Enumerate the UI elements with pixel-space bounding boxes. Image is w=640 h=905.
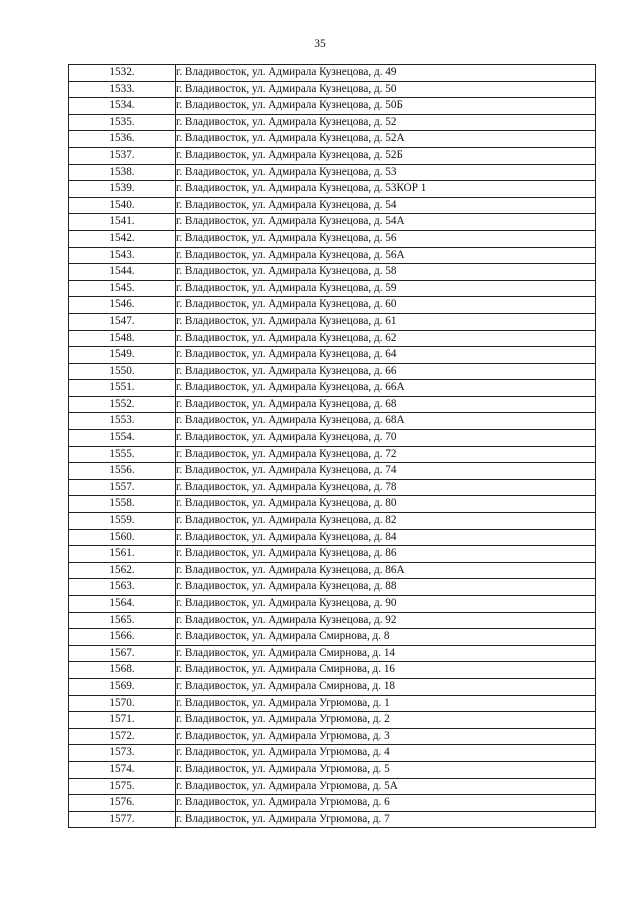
address-cell: г. Владивосток, ул. Адмирала Кузнецова, д. 58 bbox=[176, 264, 596, 281]
address-cell: г. Владивосток, ул. Адмирала Кузнецова, д. 70 bbox=[176, 430, 596, 447]
row-number-cell: 1575. bbox=[69, 778, 176, 795]
table-row bbox=[69, 297, 596, 314]
address-cell: г. Владивосток, ул. Адмирала Кузнецова, д. 78 bbox=[176, 479, 596, 496]
row-number-cell: 1540. bbox=[69, 197, 176, 214]
address-cell: г. Владивосток, ул. Адмирала Кузнецова, д. 60 bbox=[176, 297, 596, 314]
address-cell: г. Владивосток, ул. Адмирала Кузнецова, д. 88 bbox=[176, 579, 596, 596]
address-cell: г. Владивосток, ул. Адмирала Смирнова, д. 18 bbox=[176, 678, 596, 695]
table-row bbox=[69, 396, 596, 413]
table-row bbox=[69, 678, 596, 695]
table-row bbox=[69, 745, 596, 762]
row-number-cell: 1542. bbox=[69, 230, 176, 247]
row-number-cell: 1562. bbox=[69, 562, 176, 579]
address-cell: г. Владивосток, ул. Адмирала Кузнецова, д. 61 bbox=[176, 313, 596, 330]
address-cell: г. Владивосток, ул. Адмирала Угрюмова, д. 7 bbox=[176, 811, 596, 828]
address-cell: г. Владивосток, ул. Адмирала Кузнецова, д. 53 bbox=[176, 164, 596, 181]
row-number-cell: 1532. bbox=[69, 65, 176, 82]
row-number-cell: 1560. bbox=[69, 529, 176, 546]
address-cell: г. Владивосток, ул. Адмирала Кузнецова, д. 62 bbox=[176, 330, 596, 347]
table-row bbox=[69, 380, 596, 397]
row-number-cell: 1543. bbox=[69, 247, 176, 264]
address-cell: г. Владивосток, ул. Адмирала Кузнецова, д. 52А bbox=[176, 131, 596, 148]
address-cell: г. Владивосток, ул. Адмирала Кузнецова, д. 53КОР 1 bbox=[176, 181, 596, 198]
row-number-cell: 1545. bbox=[69, 280, 176, 297]
row-number-cell: 1564. bbox=[69, 596, 176, 613]
table-row bbox=[69, 264, 596, 281]
row-number-cell: 1573. bbox=[69, 745, 176, 762]
row-number-cell: 1535. bbox=[69, 114, 176, 131]
row-number-cell: 1572. bbox=[69, 728, 176, 745]
table-row bbox=[69, 181, 596, 198]
row-number-cell: 1561. bbox=[69, 546, 176, 563]
address-cell: г. Владивосток, ул. Адмирала Кузнецова, д. 68А bbox=[176, 413, 596, 430]
table-row bbox=[69, 413, 596, 430]
table-row bbox=[69, 131, 596, 148]
table-row bbox=[69, 330, 596, 347]
table-row bbox=[69, 562, 596, 579]
table-row bbox=[69, 645, 596, 662]
row-number-cell: 1548. bbox=[69, 330, 176, 347]
address-cell: г. Владивосток, ул. Адмирала Кузнецова, д. 52 bbox=[176, 114, 596, 131]
address-cell: г. Владивосток, ул. Адмирала Угрюмова, д. 5 bbox=[176, 761, 596, 778]
address-cell: г. Владивосток, ул. Адмирала Кузнецова, д. 66 bbox=[176, 363, 596, 380]
table-row bbox=[69, 513, 596, 530]
table-row bbox=[69, 761, 596, 778]
row-number-cell: 1552. bbox=[69, 396, 176, 413]
row-number-cell: 1544. bbox=[69, 264, 176, 281]
row-number-cell: 1576. bbox=[69, 795, 176, 812]
table-row bbox=[69, 247, 596, 264]
address-cell: г. Владивосток, ул. Адмирала Смирнова, д. 14 bbox=[176, 645, 596, 662]
address-cell: г. Владивосток, ул. Адмирала Кузнецова, д. 80 bbox=[176, 496, 596, 513]
address-table-body bbox=[69, 65, 596, 828]
address-cell: г. Владивосток, ул. Адмирала Кузнецова, д. 74 bbox=[176, 463, 596, 480]
table-row bbox=[69, 463, 596, 480]
row-number-cell: 1547. bbox=[69, 313, 176, 330]
row-number-cell: 1567. bbox=[69, 645, 176, 662]
address-cell: г. Владивосток, ул. Адмирала Угрюмова, д. 6 bbox=[176, 795, 596, 812]
address-cell: г. Владивосток, ул. Адмирала Кузнецова, д. 86 bbox=[176, 546, 596, 563]
table-row bbox=[69, 778, 596, 795]
row-number-cell: 1546. bbox=[69, 297, 176, 314]
row-number-cell: 1550. bbox=[69, 363, 176, 380]
address-cell: г. Владивосток, ул. Адмирала Угрюмова, д. 4 bbox=[176, 745, 596, 762]
table-row bbox=[69, 695, 596, 712]
row-number-cell: 1553. bbox=[69, 413, 176, 430]
address-cell: г. Владивосток, ул. Адмирала Кузнецова, д. 50Б bbox=[176, 98, 596, 115]
address-cell: г. Владивосток, ул. Адмирала Кузнецова, д. 56 bbox=[176, 230, 596, 247]
address-cell: г. Владивосток, ул. Адмирала Кузнецова, д. 66А bbox=[176, 380, 596, 397]
table-row bbox=[69, 197, 596, 214]
address-cell: г. Владивосток, ул. Адмирала Кузнецова, д. 68 bbox=[176, 396, 596, 413]
row-number-cell: 1577. bbox=[69, 811, 176, 828]
row-number-cell: 1537. bbox=[69, 147, 176, 164]
page-number: 35 bbox=[314, 38, 326, 50]
table-row bbox=[69, 313, 596, 330]
address-cell: г. Владивосток, ул. Адмирала Кузнецова, д. 56А bbox=[176, 247, 596, 264]
row-number-cell: 1574. bbox=[69, 761, 176, 778]
table-row bbox=[69, 280, 596, 297]
address-cell: г. Владивосток, ул. Адмирала Угрюмова, д. 1 bbox=[176, 695, 596, 712]
row-number-cell: 1551. bbox=[69, 380, 176, 397]
address-cell: г. Владивосток, ул. Адмирала Кузнецова, д. 84 bbox=[176, 529, 596, 546]
address-cell: г. Владивосток, ул. Адмирала Кузнецова, д. 49 bbox=[176, 65, 596, 82]
row-number-cell: 1569. bbox=[69, 678, 176, 695]
row-number-cell: 1538. bbox=[69, 164, 176, 181]
row-number-cell: 1568. bbox=[69, 662, 176, 679]
row-number-cell: 1536. bbox=[69, 131, 176, 148]
table-row bbox=[69, 629, 596, 646]
row-number-cell: 1557. bbox=[69, 479, 176, 496]
table-row bbox=[69, 546, 596, 563]
address-cell: г. Владивосток, ул. Адмирала Кузнецова, д. 50 bbox=[176, 81, 596, 98]
table-row bbox=[69, 446, 596, 463]
row-number-cell: 1534. bbox=[69, 98, 176, 115]
row-number-cell: 1563. bbox=[69, 579, 176, 596]
table-row bbox=[69, 347, 596, 364]
address-table bbox=[68, 64, 596, 828]
address-cell: г. Владивосток, ул. Адмирала Кузнецова, д. 72 bbox=[176, 446, 596, 463]
address-cell: г. Владивосток, ул. Адмирала Угрюмова, д. 3 bbox=[176, 728, 596, 745]
row-number-cell: 1565. bbox=[69, 612, 176, 629]
row-number-cell: 1541. bbox=[69, 214, 176, 231]
table-row bbox=[69, 712, 596, 729]
row-number-cell: 1555. bbox=[69, 446, 176, 463]
table-row bbox=[69, 795, 596, 812]
table-row bbox=[69, 363, 596, 380]
address-cell: г. Владивосток, ул. Адмирала Кузнецова, д. 52Б bbox=[176, 147, 596, 164]
row-number-cell: 1549. bbox=[69, 347, 176, 364]
table-row bbox=[69, 114, 596, 131]
address-cell: г. Владивосток, ул. Адмирала Смирнова, д. 8 bbox=[176, 629, 596, 646]
row-number-cell: 1571. bbox=[69, 712, 176, 729]
table-row bbox=[69, 811, 596, 828]
address-cell: г. Владивосток, ул. Адмирала Кузнецова, д. 59 bbox=[176, 280, 596, 297]
table-row bbox=[69, 662, 596, 679]
address-cell: г. Владивосток, ул. Адмирала Кузнецова, д. 82 bbox=[176, 513, 596, 530]
address-cell: г. Владивосток, ул. Адмирала Угрюмова, д. 2 bbox=[176, 712, 596, 729]
row-number-cell: 1533. bbox=[69, 81, 176, 98]
table-row bbox=[69, 728, 596, 745]
row-number-cell: 1566. bbox=[69, 629, 176, 646]
row-number-cell: 1554. bbox=[69, 430, 176, 447]
address-cell: г. Владивосток, ул. Адмирала Кузнецова, д. 92 bbox=[176, 612, 596, 629]
address-cell: г. Владивосток, ул. Адмирала Смирнова, д. 16 bbox=[176, 662, 596, 679]
address-cell: г. Владивосток, ул. Адмирала Кузнецова, д. 90 bbox=[176, 596, 596, 613]
address-cell: г. Владивосток, ул. Адмирала Кузнецова, д. 54А bbox=[176, 214, 596, 231]
table-row bbox=[69, 147, 596, 164]
address-cell: г. Владивосток, ул. Адмирала Кузнецова, д. 64 bbox=[176, 347, 596, 364]
table-row bbox=[69, 496, 596, 513]
table-row bbox=[69, 529, 596, 546]
table-row bbox=[69, 214, 596, 231]
address-cell: г. Владивосток, ул. Адмирала Кузнецова, д. 86А bbox=[176, 562, 596, 579]
address-cell: г. Владивосток, ул. Адмирала Кузнецова, д. 54 bbox=[176, 197, 596, 214]
address-cell: г. Владивосток, ул. Адмирала Угрюмова, д. 5А bbox=[176, 778, 596, 795]
table-row bbox=[69, 98, 596, 115]
row-number-cell: 1558. bbox=[69, 496, 176, 513]
table-row bbox=[69, 164, 596, 181]
row-number-cell: 1570. bbox=[69, 695, 176, 712]
table-row bbox=[69, 612, 596, 629]
table-row bbox=[69, 230, 596, 247]
table-row bbox=[69, 596, 596, 613]
table-row bbox=[69, 579, 596, 596]
row-number-cell: 1556. bbox=[69, 463, 176, 480]
table-row bbox=[69, 430, 596, 447]
table-row bbox=[69, 479, 596, 496]
row-number-cell: 1559. bbox=[69, 513, 176, 530]
table-row bbox=[69, 81, 596, 98]
row-number-cell: 1539. bbox=[69, 181, 176, 198]
table-row bbox=[69, 65, 596, 82]
